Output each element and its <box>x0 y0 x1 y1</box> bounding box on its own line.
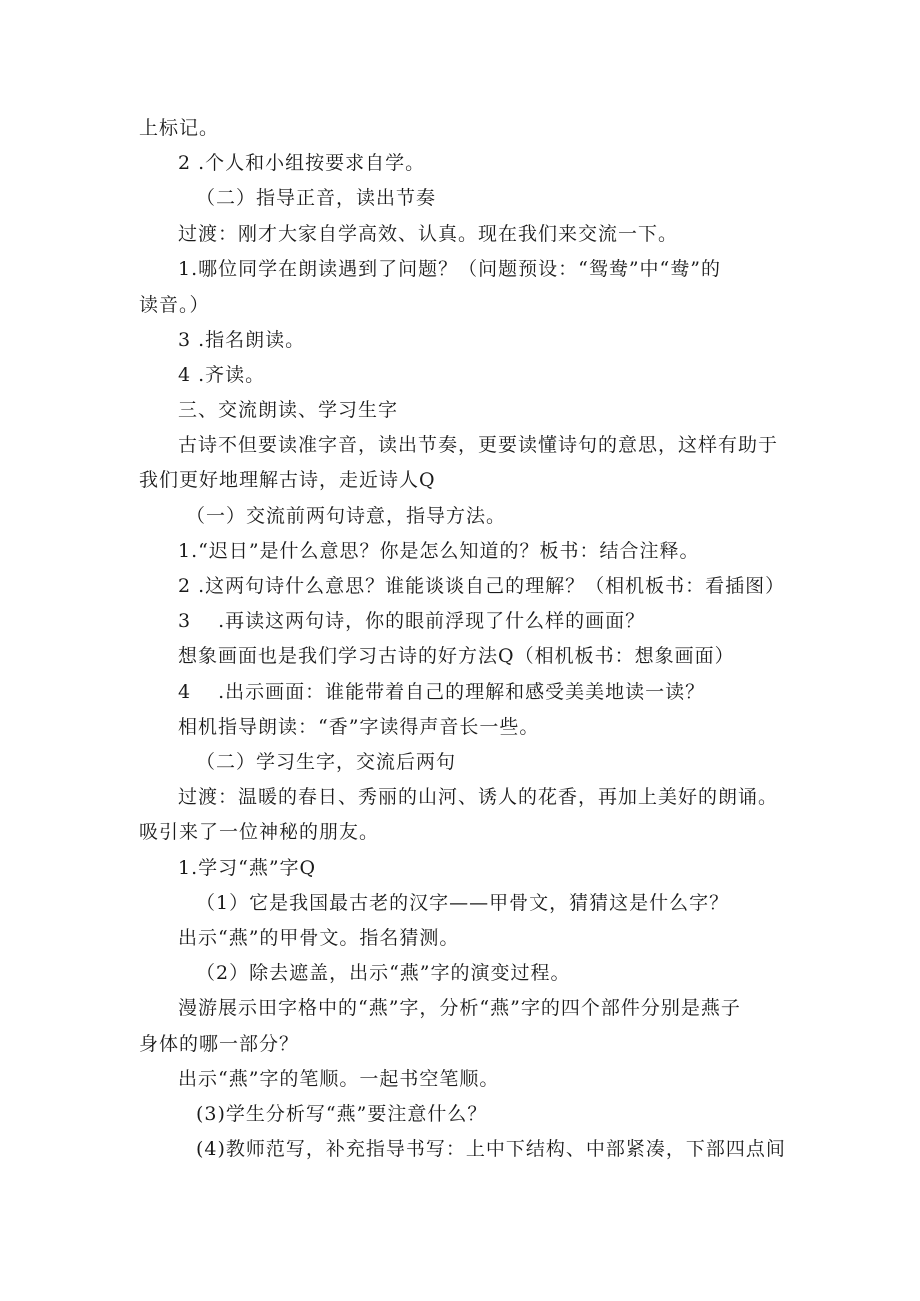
text-line: （2）除去遮盖，出示“燕”字的演变过程。 <box>196 962 571 984</box>
section-heading: （二）指导正音，读出节奏 <box>196 187 437 209</box>
text-line: 漫游展示田字格中的“燕”字，分析“燕”字的四个部件分别是燕子 <box>178 997 741 1019</box>
text-line: 过渡：温暖的春日、秀丽的山河、诱人的花香，再加上美好的朗诵。 <box>178 786 779 808</box>
text-line: (3)学生分析写“燕”要注意什么？ <box>196 1103 488 1125</box>
text-line: (4)教师范写，补充指导书写：上中下结构、中部紧凑，下部四点间 <box>196 1138 786 1160</box>
text-line: 4 .出示画面：谁能带着自己的理解和感受美美地读一读？ <box>178 681 706 703</box>
text-line: 过渡：刚才大家自学高效、认真。现在我们来交流一下。 <box>178 223 679 245</box>
text-line: 想象画面也是我们学习古诗的好方法Q（相机板书：想象画面） <box>178 645 735 667</box>
text-line: 相机指导朗读：“香”字读得声音长一些。 <box>178 716 540 738</box>
text-line: 上标记。 <box>139 117 220 139</box>
text-line: 2 .个人和小组按要求自学。 <box>178 152 426 174</box>
text-line: 读音。） <box>139 294 210 316</box>
text-line: 1.“迟日”是什么意思？你是怎么知道的？板书：结合注释。 <box>178 540 700 562</box>
section-heading: （一）交流前两句诗意，指导方法。 <box>186 505 507 527</box>
text-line: 我们更好地理解古诗，走近诗人Q <box>139 469 436 491</box>
text-line: 出示“燕”字的笔顺。一起书空笔顺。 <box>178 1068 500 1090</box>
text-line: 吸引来了一位神秘的朋友。 <box>139 821 380 843</box>
text-line: 出示“燕”的甲骨文。指名猜测。 <box>178 927 460 949</box>
text-line: 2 .这两句诗什么意思？谁能谈谈自己的理解？（相机板书：看插图） <box>178 575 786 597</box>
text-line: 身体的哪一部分？ <box>139 1033 300 1055</box>
section-heading: 三、交流朗读、学习生字 <box>178 399 399 421</box>
text-line: 3 .再读这两句诗，你的眼前浮现了什么样的画面？ <box>178 610 646 632</box>
text-line: 3 .指名朗读。 <box>178 329 306 351</box>
text-line: （1）它是我国最古老的汉字——甲骨文，猜猜这是什么字？ <box>196 892 730 914</box>
text-line: 1.学习“燕”字Q <box>178 857 317 879</box>
text-line: 古诗不但要读准字音，读出节奏，更要读懂诗句的意思，这样有助于 <box>178 434 779 456</box>
text-line: 1.哪位同学在朗读遇到了问题？（问题预设：“鸳鸯”中“鸯”的 <box>178 258 721 280</box>
section-heading: （二）学习生字，交流后两句 <box>196 751 457 773</box>
text-line: 4 .齐读。 <box>178 364 266 386</box>
